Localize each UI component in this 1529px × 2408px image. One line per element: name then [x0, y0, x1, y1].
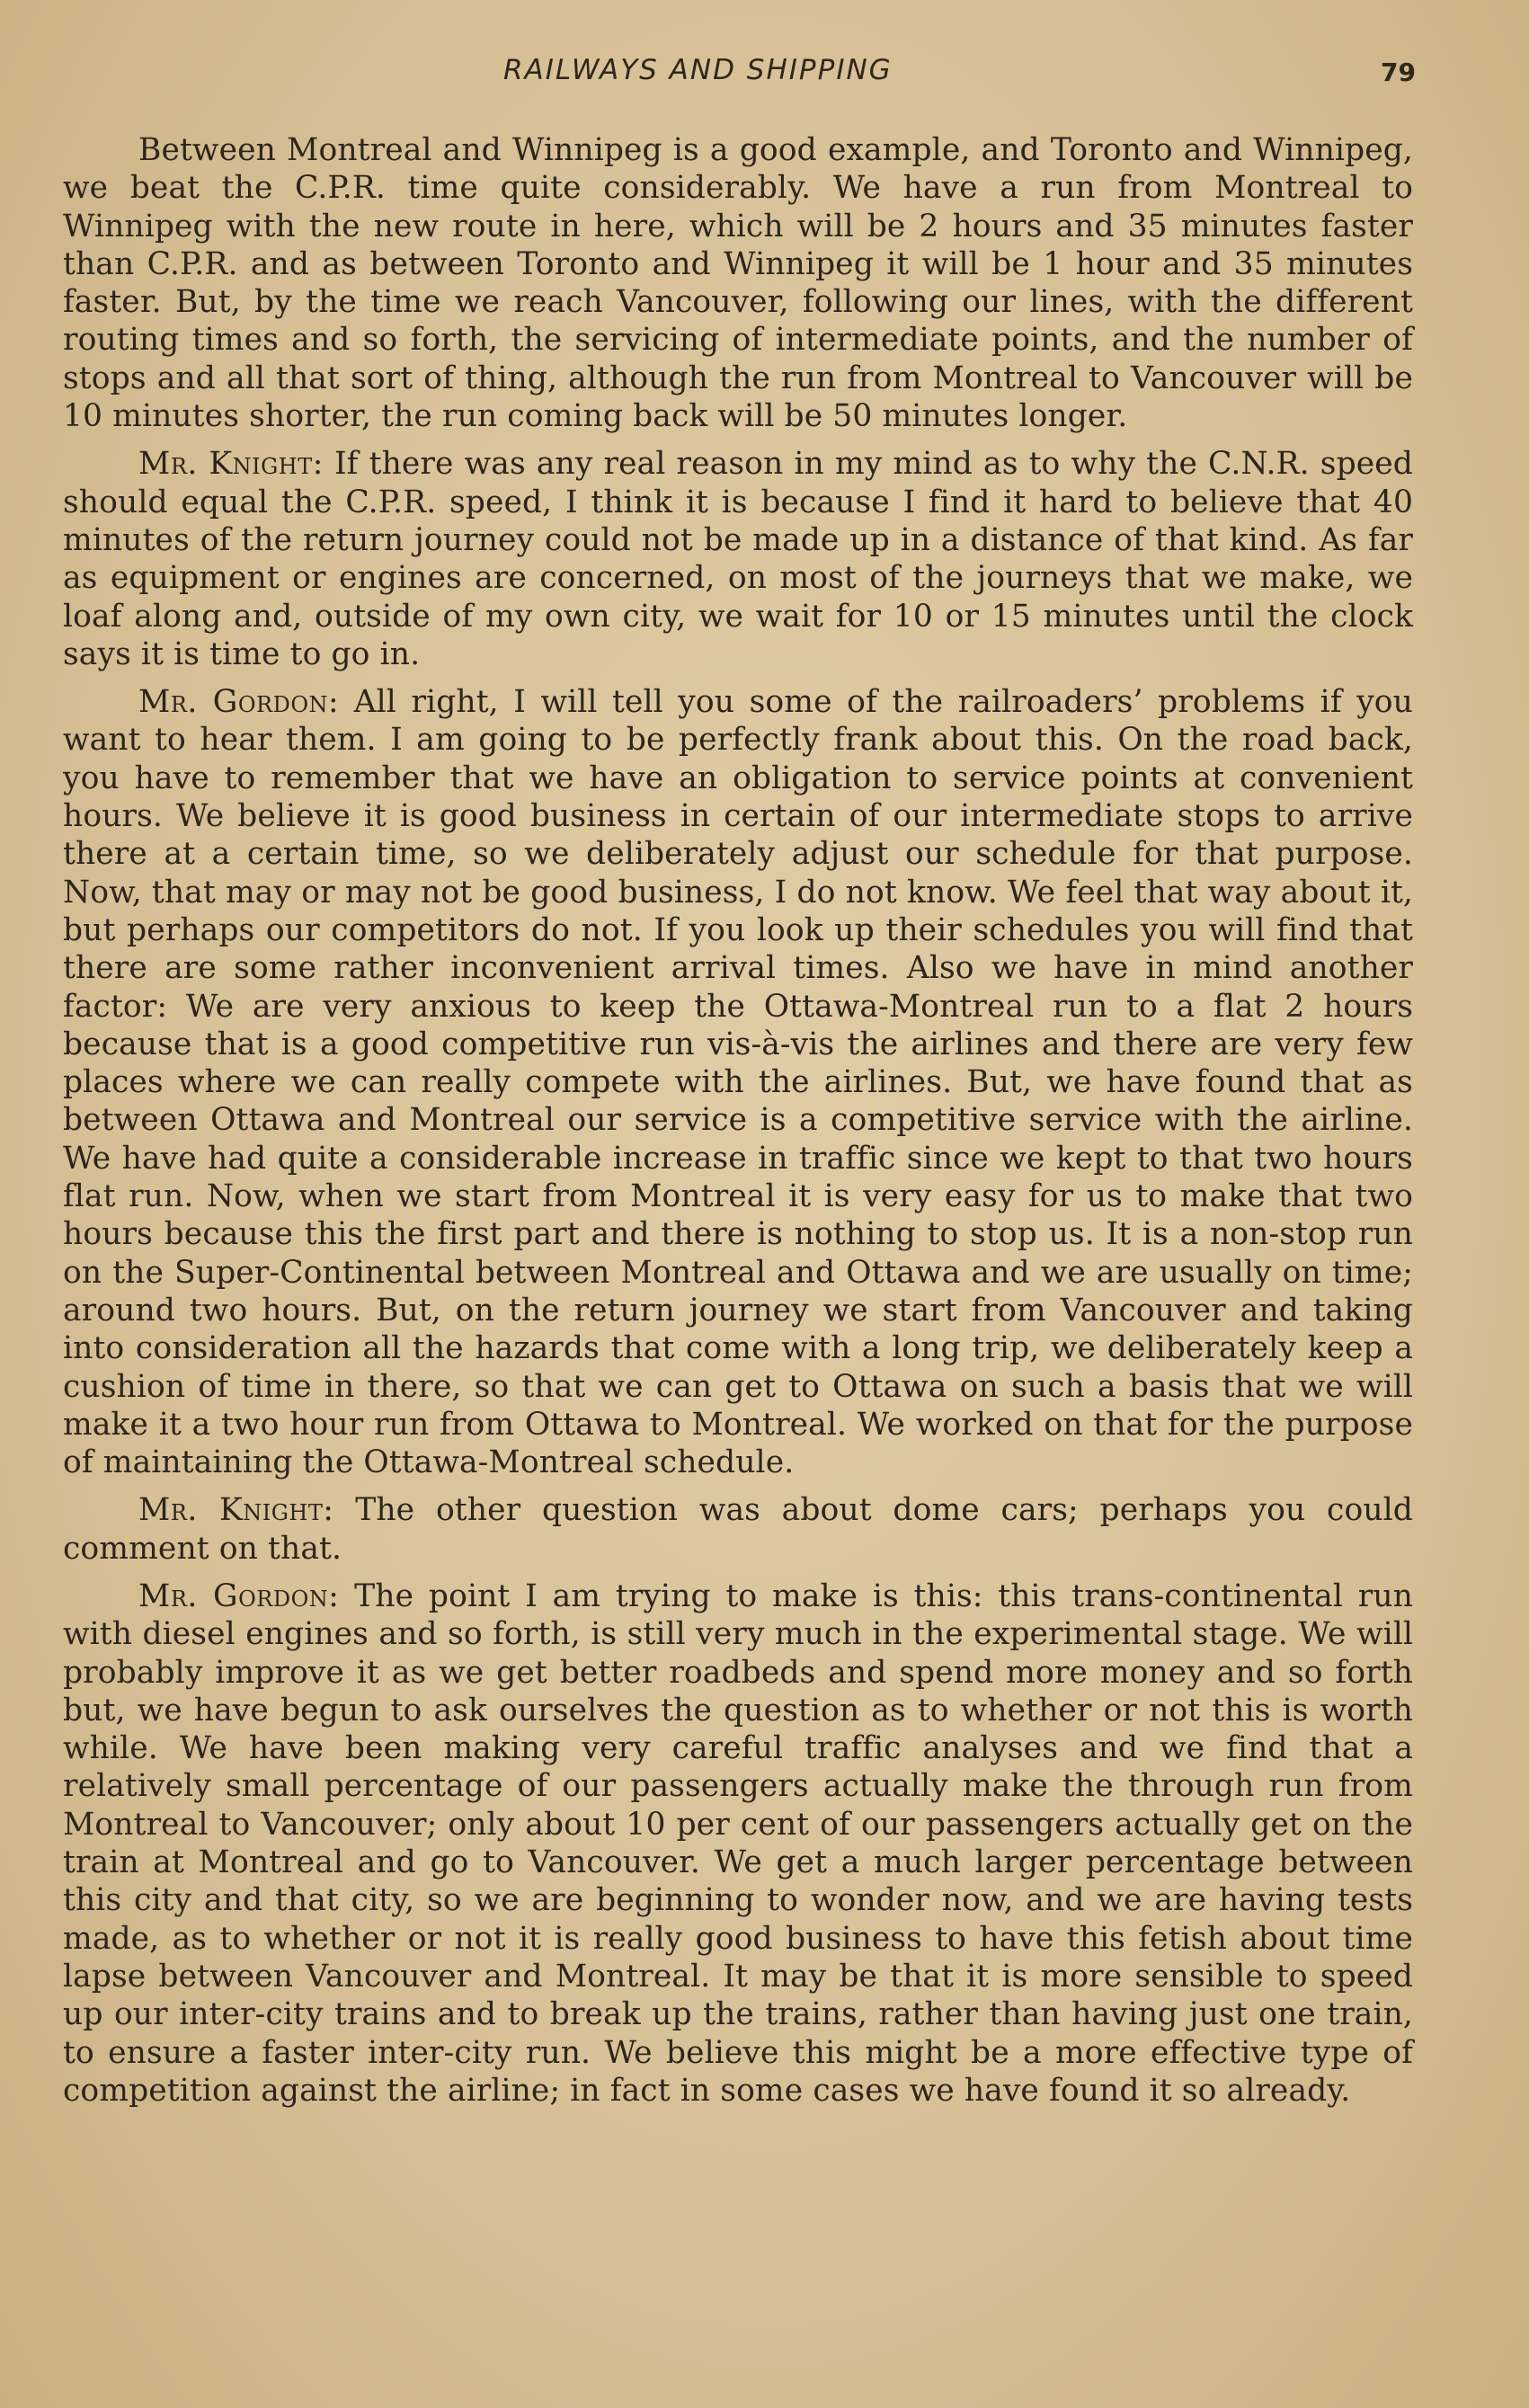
- paragraph-3-text: All right, I will tell you some of the railroaders’ problems if you want to hear them. I am going to be perfectly frank about this. On the road back, you have to remember that we have an obligation to service points at convenient hours. We believe it is good business in certain of our intermediate stops to arrive there at a certain time, so we deliberately adjust our schedule for that purpose. Now, that may or may not be good business, I do not know. We feel that way about it, but perhaps our competitors do not. If you look up their schedules you will find that there are some rather inconvenient arrival times. Also we have in mind another factor: We are very anxious to keep the Ottawa-Montreal run to a flat 2 hours because that is a good competitive run vis-à-vis the airlines and there are very few places where we can really compete with the airlines. But, we have found that as between Ottawa and Montreal our service is a competitive service with the airline. We have had quite a considerable increase in traffic since we kept to that two hours flat run. Now, when we start from Montreal it is very easy for us to make that two hours because this the first part and there is nothing to stop us. It is a non-stop run on the Super-Continental between Montreal and Ottawa and we are usually on time; around two hours. But, on the return journey we start from Vancouver and taking into consideration all the hazards that come with a long trip, we deliberately keep a cushion of time in there, so that we can get to Ottawa on such a basis that we will make it a two hour run from Ottawa to Montreal. We worked on that for the purpose of maintaining the Ottawa-Montreal schedule.: [63, 684, 1413, 1481]
- paragraph-1: [63, 131, 1413, 435]
- paragraph-4: [63, 1491, 1413, 1568]
- speaker-label: Mr. Gordon:: [138, 684, 340, 721]
- paragraph-2-text: If there was any real reason in my mind as to why the C.N.R. speed should equal the C.P.R. speed, I think it is because I find it hard to believe that 40 minutes of the return journey could not be made up in a distance of that kind. As far as equipment or engines are concerned, on most of the journeys that we make, we loaf along and, outside of my own city, we wait for 10 or 15 minutes until the clock says it is time to go in.: [63, 446, 1413, 672]
- speaker-label: Mr. Knight:: [138, 446, 324, 483]
- running-head: [0, 54, 1529, 99]
- speaker-label: Mr. Gordon:: [138, 1577, 340, 1614]
- body-text: [63, 131, 1413, 2119]
- speaker-label: Mr. Knight:: [138, 1492, 334, 1529]
- running-head-title: RAILWAYS AND SHIPPING: [503, 54, 893, 86]
- paragraph-2: [63, 445, 1413, 673]
- paragraph-3: [63, 683, 1413, 1481]
- paragraph-5: [63, 1577, 1413, 2110]
- paragraph-4-text: The other question was about dome cars; perhaps you could comment on that.: [63, 1492, 1413, 1567]
- paragraph-1-text: Between Montreal and Winnipeg is a good example, and Toronto and Winnipeg, we beat the C.P.R. time quite considerably. We have a run from Montreal to Winnipeg with the new route in here, which will be 2 hours and 35 minutes faster than C.P.R. and as between Toronto and Winnipeg it will be 1 hour and 35 minutes faster. But, by the time we reach Vancouver, following our lines, with the different routing times and so forth, the servicing of intermediate points, and the number of stops and all that sort of thing, although the run from Montreal to Vancouver will be 10 minutes shorter, the run coming back will be 50 minutes longer.: [63, 132, 1413, 435]
- page-number: 79: [1381, 58, 1416, 87]
- paragraph-5-text: The point I am trying to make is this: this trans-continental run with diesel engines and so forth, is still very much in the experimental stage. We will probably improve it as we get better roadbeds and spend more money and so forth but, we have begun to ask ourselves the question as to whether or not this is worth while. We have been making very careful traffic analyses and we find that a relatively small percentage of our passengers actually make the through run from Montreal to Vancouver; only about 10 per cent of our passengers actually get on the train at Montreal and go to Vancouver. We get a much larger percentage between this city and that city, so we are beginning to wonder now, and we are having tests made, as to whether or not it is really good business to have this fetish about time lapse between Vancouver and Montreal. It may be that it is more sensible to speed up our inter-city trains and to break up the trains, rather than having just one train, to ensure a faster inter-city run. We believe this might be a more effective type of competition against the airline; in fact in some cases we have found it so already.: [63, 1577, 1413, 2109]
